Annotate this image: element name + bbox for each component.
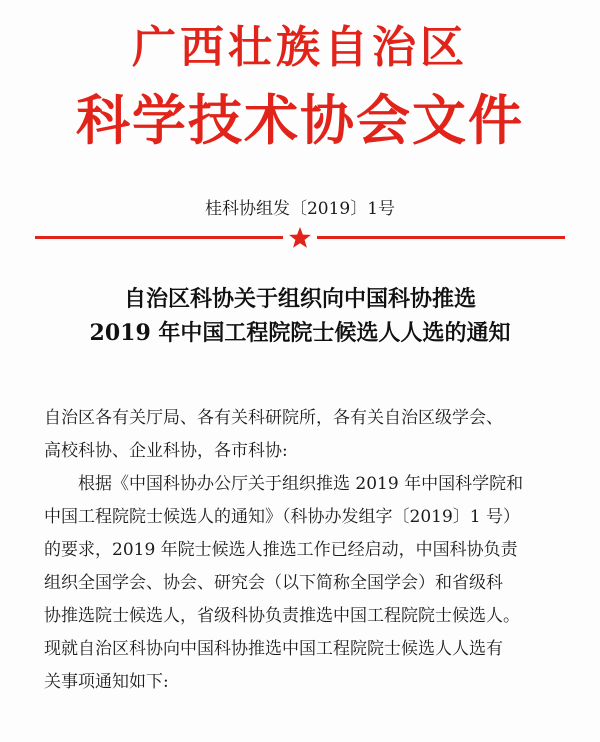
body-paragraph — [44, 468, 574, 699]
paragraph-line: 关事项通知如下: — [44, 672, 169, 692]
notice-title-line-2: 2019 年中国工程院院士候选人人选的通知 — [89, 320, 511, 346]
paragraph-line: 组织全国学会、协会、研究会（以下简称全国学会）和省级科 — [44, 573, 503, 593]
addressee-line-1: 自治区各有关厅局、各有关科研院所，各有关自治区级学会、 — [44, 408, 503, 428]
issuing-organization: 广西壮族自治区 — [132, 22, 468, 73]
addressee — [44, 402, 574, 468]
document-type-heading: 科学技术协会文件 — [76, 89, 524, 152]
star-icon — [288, 226, 312, 250]
divider-line-right — [317, 236, 565, 239]
divider-line-left — [35, 236, 283, 239]
addressee-line-2: 高校科协、企业科协，各市科协: — [44, 441, 288, 461]
paragraph-line: 协推选院士候选人，省级科协负责推选中国工程院院士候选人。 — [44, 606, 520, 626]
red-divider — [35, 230, 565, 246]
paragraph-line: 的要求，2019 年院士候选人推选工作已经启动，中国科协负责 — [44, 540, 518, 560]
notice-title — [0, 282, 600, 350]
paragraph-line: 根据《中国科协办公厅关于组织推选 2019 年中国科学院和 — [78, 474, 524, 494]
notice-title-line-1: 自治区科协关于组织向中国科协推选 — [123, 286, 476, 312]
paragraph-line: 中国工程院院士候选人的通知》（科协办发组字〔2019〕1 号） — [44, 507, 520, 527]
paragraph-line: 现就自治区科协向中国科协推选中国工程院院士候选人人选有 — [44, 639, 503, 659]
document-number: 桂科协组发〔2019〕1号 — [204, 199, 396, 219]
